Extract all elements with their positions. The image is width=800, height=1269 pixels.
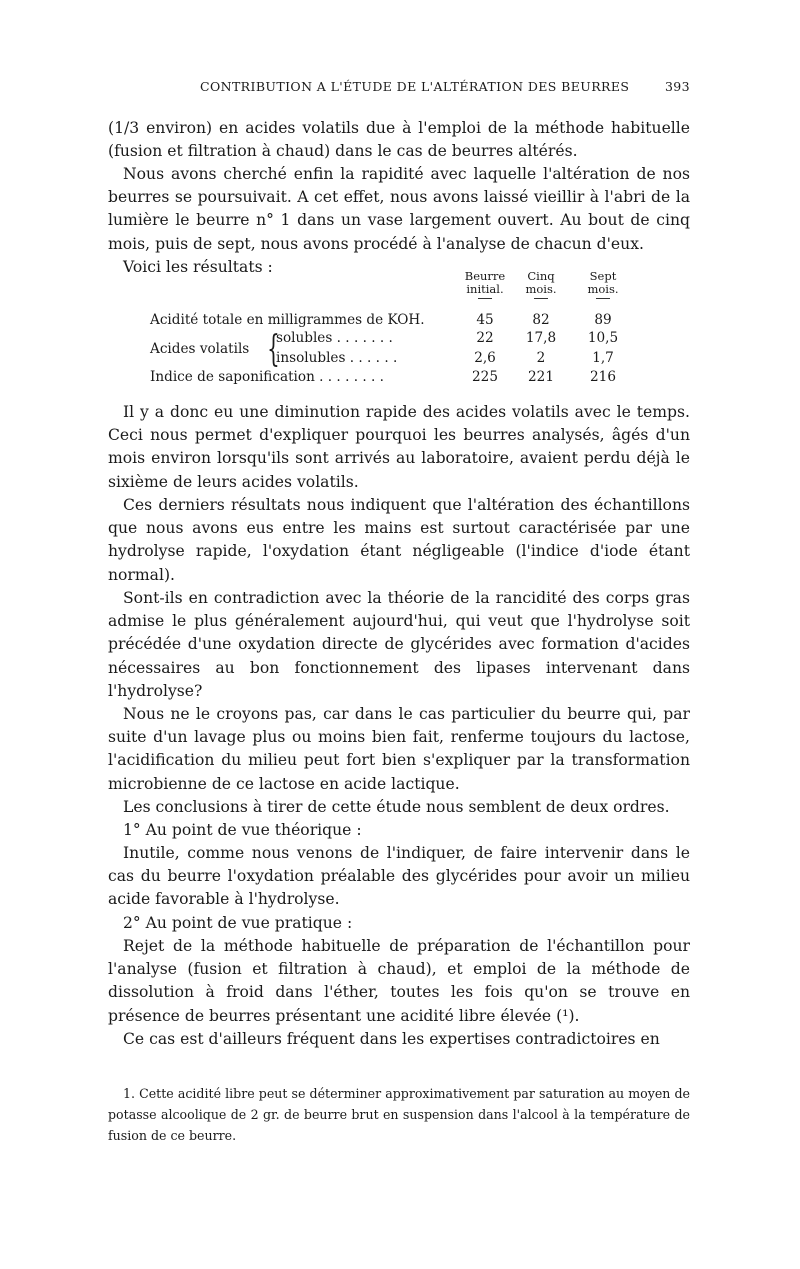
- table-cell: 10,5: [587, 330, 619, 346]
- table-cell: 225: [472, 369, 498, 385]
- page-number: 393: [664, 79, 690, 94]
- table-cell: 216: [590, 369, 616, 385]
- column-header-line: Sept: [589, 269, 617, 283]
- table-cell: 17,8: [525, 330, 557, 346]
- table-row-label: solubles . . . . . . .: [276, 330, 393, 346]
- paragraph-pratique-heading: 2° Au point de vue pratique :: [123, 914, 353, 932]
- column-header-line: Beurre: [464, 269, 506, 283]
- paragraph-expertises: Ce cas est d'ailleurs fréquent dans les expertises contradictoires en: [123, 1030, 660, 1048]
- table-row-group-label: Acides volatils: [150, 341, 250, 357]
- table-cell: 45: [476, 312, 494, 328]
- column-header-seven-months: [573, 270, 633, 296]
- table-cell: 89: [594, 312, 612, 328]
- paragraph-results-lead: Voici les résultats :: [123, 258, 273, 276]
- table-row-label: Acidité totale en milligrammes de KOH.: [150, 312, 425, 328]
- paragraph-diminution: Il y a donc eu une diminution rapide des acides volatils avec le temps. Ceci nous permet d'expliquer pourquoi les beurres analysés, âgés d'un mois environ lorsqu'ils sont arrivés au laboratoire, avaient perdu déjà le sixième de leurs acides volatils.: [108, 403, 690, 491]
- paragraph-hydrolyse: Ces derniers résultats nous indiquent que l'altération des échantillons que nous avons eus entre les mains est surtout caractérisée par une hydrolyse rapide, l'oxydation étant négligeable (l'indice d'iode étant normal).: [108, 496, 690, 584]
- paragraph-theorie: Sont-ils en contradiction avec la théorie de la rancidité des corps gras admise le plus généralement aujourd'hui, qui veut que l'hydrolyse soit précédée d'une oxydation directe de glycérides avec formation d'acides nécessaires au bon fonctionnement des lipases intervenant dans l'hydrolyse?: [108, 589, 690, 700]
- column-header-line: Cinq: [527, 269, 555, 283]
- table-row-label: insolubles . . . . . .: [276, 350, 398, 366]
- column-header-line: initial.: [466, 282, 504, 296]
- footnote: 1. Cette acidité libre peut se déterminer approximativement par saturation au moyen de potasse alcoolique de 2 gr. de beurre brut en suspension dans l'alcool à la température de fusion de ce beurre.: [108, 1086, 690, 1143]
- paragraph-lactose: Nous ne le croyons pas, car dans le cas particulier du beurre qui, par suite d'un lavage plus ou moins bien fait, renferme toujours du lactose, l'acidification du milieu peut fort bien s'expliquer par la transformation microbienne de ce lactose en acide lactique.: [108, 705, 690, 793]
- table-cell: 82: [532, 312, 550, 328]
- paragraph-inutile: Inutile, comme nous venons de l'indiquer, de faire intervenir dans le cas du beurre l'oxydation préalable des glycérides pour avoir un milieu acide favorable à l'hydrolyse.: [108, 844, 690, 909]
- table-cell: 2,6: [474, 350, 496, 366]
- table-cell: 22: [476, 330, 494, 346]
- table-row-label: Indice de saponification . . . . . . . .: [150, 369, 384, 385]
- table-cell: 2: [536, 350, 546, 366]
- column-dash: [478, 298, 492, 299]
- curly-brace-icon: {: [267, 329, 280, 370]
- paragraph-conclusions: Les conclusions à tirer de cette étude nous semblent de deux ordres.: [123, 798, 670, 816]
- table-cell: 221: [528, 369, 554, 385]
- column-header-line: mois.: [587, 282, 619, 296]
- paragraph-intro: (1/3 environ) en acides volatils due à l'emploi de la méthode habituelle (fusion et filtration à chaud) dans le cas de beurres altérés.: [108, 119, 690, 161]
- column-header-line: mois.: [525, 282, 557, 296]
- column-header-initial: [455, 270, 515, 296]
- paragraph-theorique-heading: 1° Au point de vue théorique :: [123, 821, 362, 839]
- paragraph-aging: Nous avons cherché enfin la rapidité avec laquelle l'altération de nos beurres se poursuivait. A cet effet, nous avons laissé vieillir à l'abri de la lumière le beurre n° 1 dans un vase largement ouvert. Au bout de cinq mois, puis de sept, nous avons procédé à l'analyse de chacun d'eux.: [108, 165, 690, 253]
- page-header: [112, 79, 690, 101]
- column-header-five-months: [511, 270, 571, 296]
- column-dash: [534, 298, 548, 299]
- table-cell: 1,7: [592, 350, 614, 366]
- paragraph-rejet: Rejet de la méthode habituelle de préparation de l'échantillon pour l'analyse (fusion et filtration à chaud), et emploi de la méthode de dissolution à froid dans l'éther, toutes les fois qu'on se trouve en présence de beurres présentant une acidité libre élevée (¹).: [108, 937, 690, 1025]
- column-dash: [596, 298, 610, 299]
- running-title: CONTRIBUTION A L'ÉTUDE DE L'ALTÉRATION DES BEURRES: [200, 79, 630, 94]
